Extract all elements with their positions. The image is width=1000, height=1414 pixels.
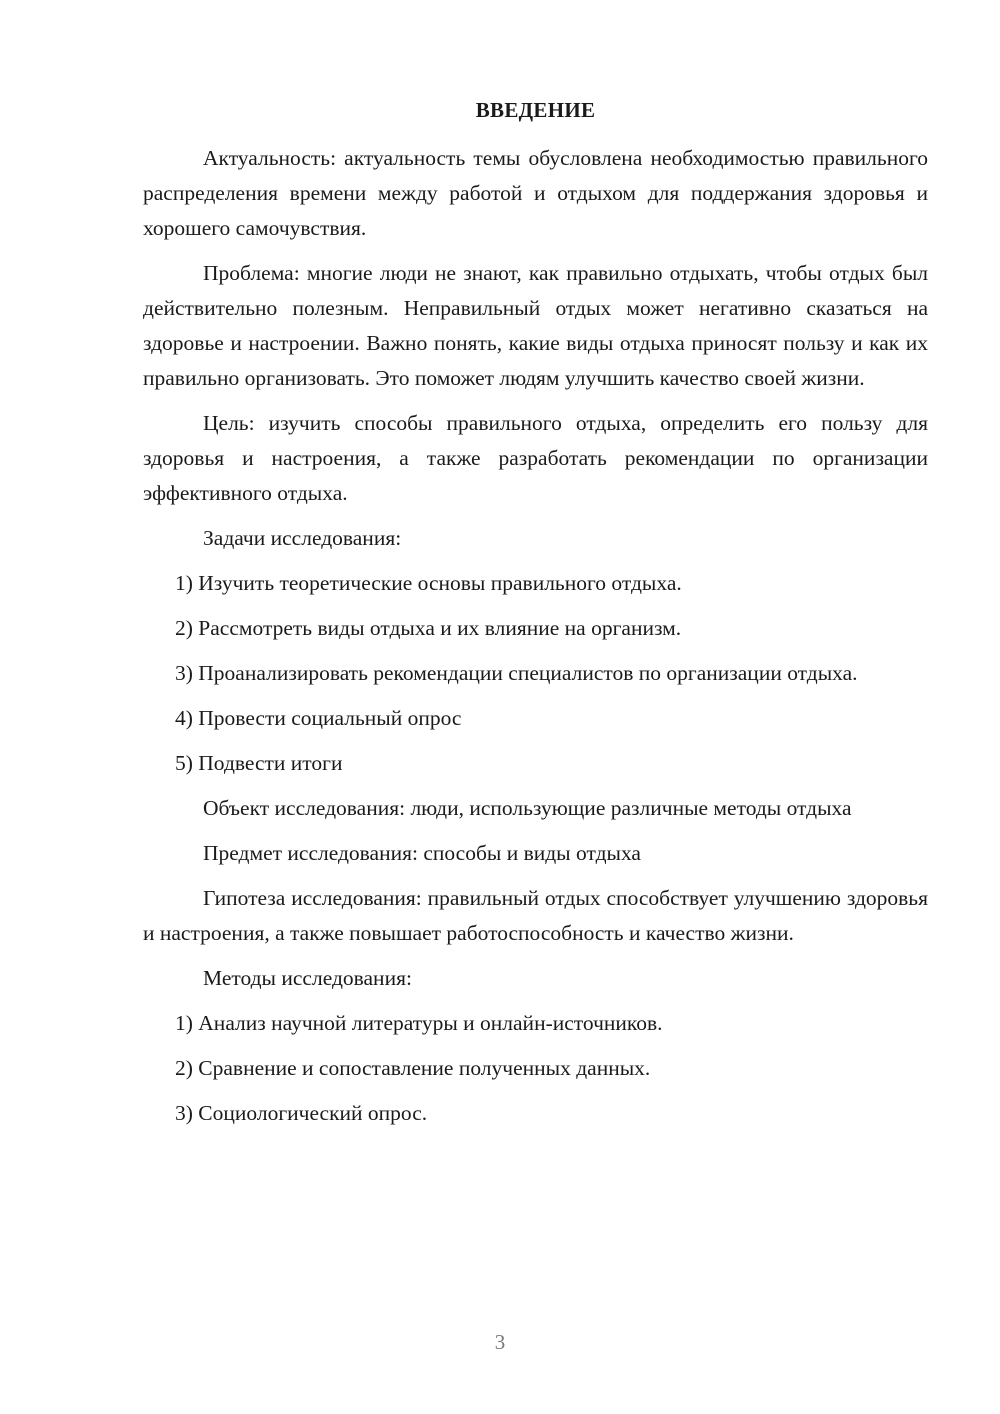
method-item-3: 3) Социологический опрос.: [175, 1101, 428, 1125]
task-item-5: 5) Подвести итоги: [175, 751, 343, 775]
document-page: [143, 95, 928, 1141]
tasks-heading: Задачи исследования:: [203, 526, 402, 550]
methods-heading: Методы исследования:: [203, 966, 412, 990]
task-item-1: 1) Изучить теоретические основы правильного отдыха.: [175, 571, 682, 595]
paragraph-subject: Предмет исследования: способы и виды отдыха: [203, 841, 641, 865]
paragraph-relevance: Актуальность: актуальность темы обусловлена необходимостью правильного распределения времени между работой и отдыхом для поддержания здоровья и хорошего самочувствия.: [143, 146, 928, 240]
paragraph-problem: Проблема: многие люди не знают, как правильно отдыхать, чтобы отдых был действительно полезным. Неправильный отдых может негативно сказаться на здоровье и настроении. Важно понять, какие виды отдыха приносят пользу и как их правильно организовать. Это поможет людям улучшить качество своей жизни.: [143, 261, 928, 390]
task-item-3: 3) Проанализировать рекомендации специалистов по организации отдыха.: [175, 661, 858, 685]
task-item-2: 2) Рассмотреть виды отдыха и их влияние на организм.: [175, 616, 682, 640]
task-item-4: 4) Провести социальный опрос: [175, 706, 462, 730]
section-title: ВВЕДЕНИЕ: [475, 98, 596, 122]
paragraph-goal: Цель: изучить способы правильного отдыха, определить его пользу для здоровья и настроения, а также разработать рекомендации по организации эффективного отдыха.: [143, 411, 928, 505]
paragraph-hypothesis: Гипотеза исследования: правильный отдых способствует улучшению здоровья и настроения, а также повышает работоспособность и качество жизни.: [143, 886, 928, 945]
method-item-2: 2) Сравнение и сопоставление полученных данных.: [175, 1056, 651, 1080]
method-item-1: 1) Анализ научной литературы и онлайн-источников.: [175, 1011, 663, 1035]
page-number: 3: [494, 1330, 506, 1354]
paragraph-object: Объект исследования: люди, использующие различные методы отдыха: [203, 796, 852, 820]
